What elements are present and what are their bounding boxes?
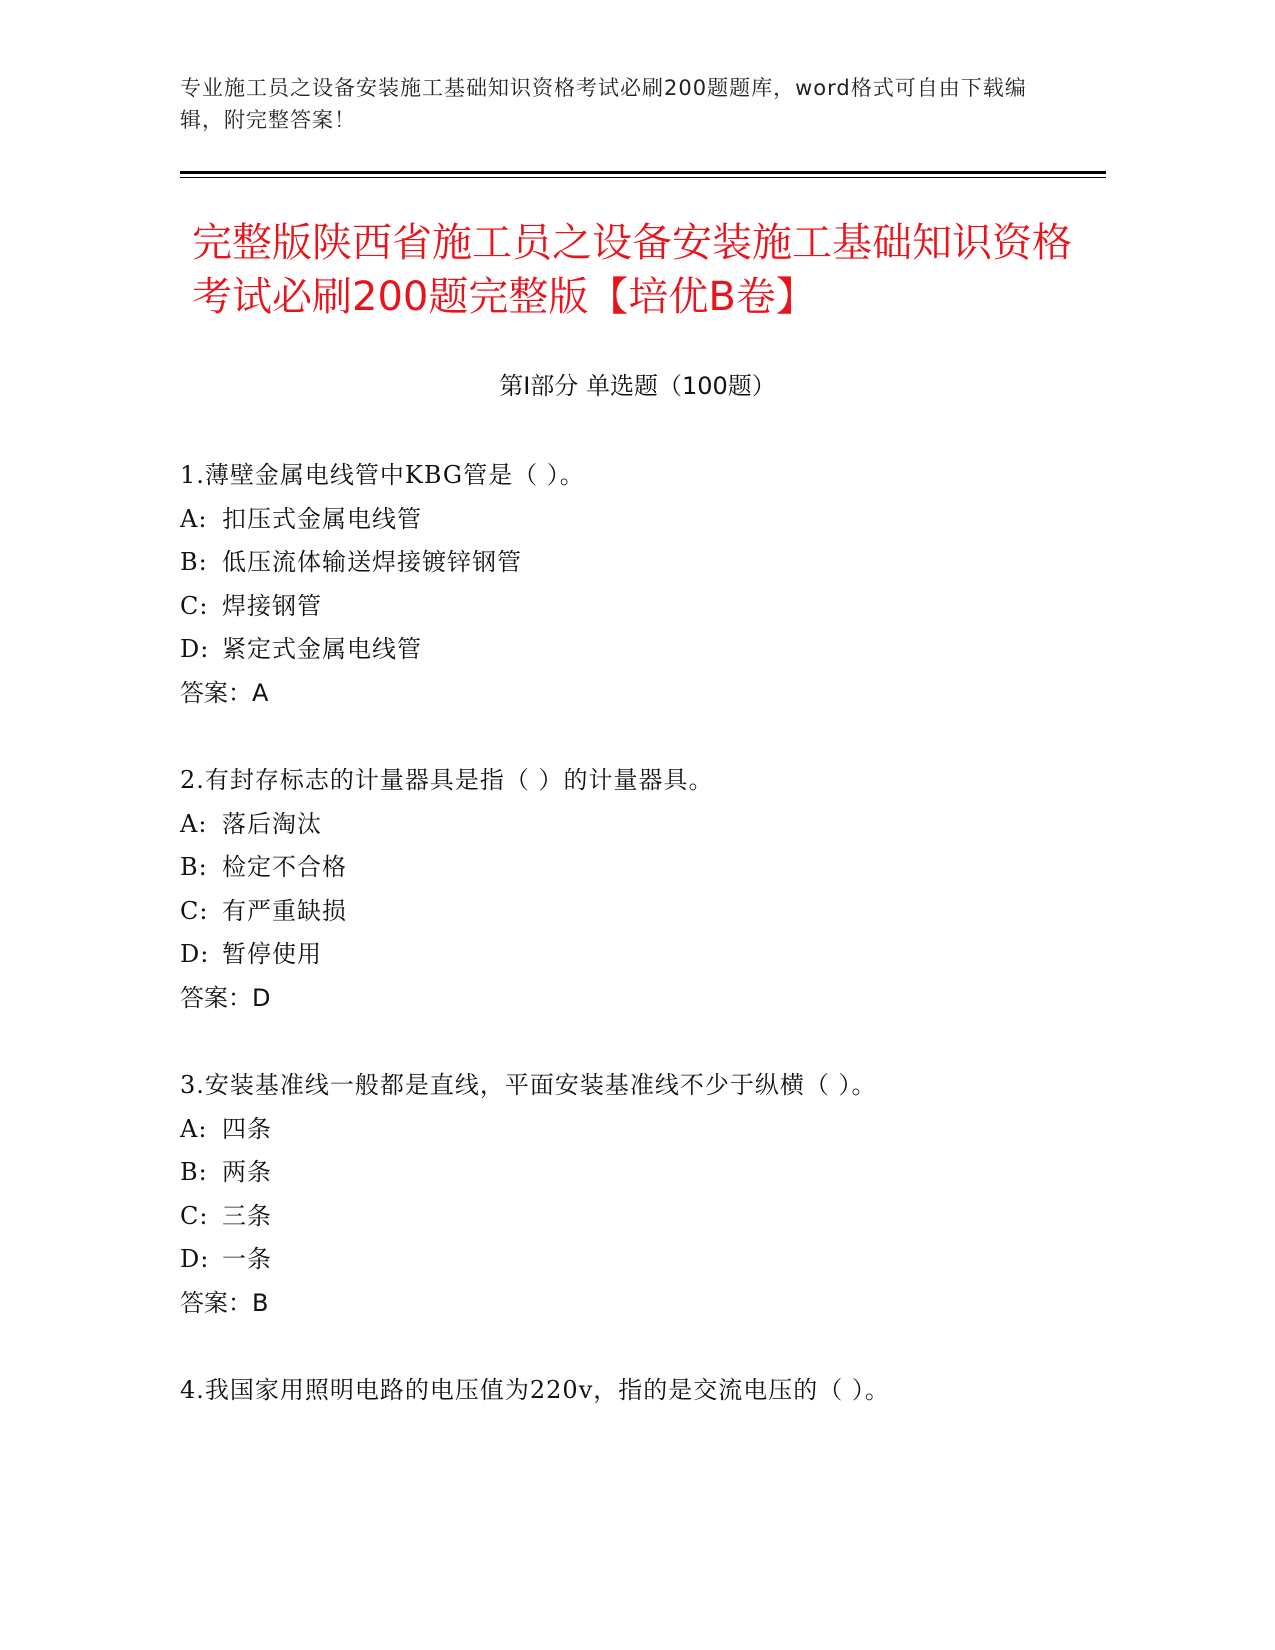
option-text: 低压流体输送焊接镀锌钢管 xyxy=(222,548,522,577)
option-letter: B: xyxy=(180,1158,208,1187)
question-2 xyxy=(180,759,1080,1021)
option-text: 紧定式金属电线管 xyxy=(222,635,422,664)
option-letter: A: xyxy=(180,1114,208,1143)
option-letter: B: xyxy=(180,853,208,882)
question-stem: 2.有封存标志的计量器具是指（ ）的计量器具。 xyxy=(180,766,714,794)
option-text: 焊接钢管 xyxy=(222,591,322,620)
question-3 xyxy=(180,1064,1080,1326)
option-letter: C: xyxy=(180,896,209,925)
option-d xyxy=(180,1238,1080,1282)
option-d xyxy=(180,628,1080,672)
option-letter: D: xyxy=(180,635,210,664)
option-letter: C: xyxy=(180,1201,209,1230)
header-rule-thin xyxy=(180,177,1106,178)
option-b xyxy=(180,541,1080,585)
option-text: 检定不合格 xyxy=(222,853,347,882)
option-c xyxy=(180,585,1080,629)
option-text: 落后淘汰 xyxy=(222,809,322,838)
question-1 xyxy=(180,454,1080,716)
option-c xyxy=(180,1195,1080,1239)
answer-line: 答案：A xyxy=(180,678,269,707)
option-text: 一条 xyxy=(222,1245,272,1274)
option-letter: C: xyxy=(180,591,209,620)
header-note: 专业施工员之设备安装施工基础知识资格考试必刷200题题库，word格式可自由下载编辑，附完整答案！ xyxy=(180,76,1027,132)
option-text: 三条 xyxy=(222,1201,272,1230)
option-letter: D: xyxy=(180,940,210,969)
option-text: 扣压式金属电线管 xyxy=(222,504,422,533)
option-text: 两条 xyxy=(222,1158,272,1187)
option-a xyxy=(180,498,1080,542)
option-b xyxy=(180,846,1080,890)
option-text: 有严重缺损 xyxy=(222,896,347,925)
header-rule-thick xyxy=(180,171,1106,174)
option-b xyxy=(180,1151,1080,1195)
option-text: 暂停使用 xyxy=(222,940,322,969)
option-text: 四条 xyxy=(222,1114,272,1143)
answer-line: 答案：D xyxy=(180,983,271,1012)
section-title: 第I部分 单选题（100题） xyxy=(499,372,776,400)
option-letter: A: xyxy=(180,504,208,533)
option-letter: D: xyxy=(180,1245,210,1274)
option-letter: B: xyxy=(180,548,208,577)
option-d xyxy=(180,933,1080,977)
question-stem: 1.薄壁金属电线管中KBG管是（ ）。 xyxy=(180,461,585,489)
document-title: 完整版陕西省施工员之设备安装施工基础知识资格考试必刷200题完整版【培优B卷】 xyxy=(192,220,1072,320)
option-a xyxy=(180,1108,1080,1152)
question-stem: 3.安装基准线一般都是直线，平面安装基准线不少于纵横（ ）。 xyxy=(180,1071,877,1099)
option-a xyxy=(180,803,1080,847)
option-c xyxy=(180,890,1080,934)
question-stem: 4.我国家用照明电路的电压值为220v，指的是交流电压的（ ）。 xyxy=(180,1376,890,1404)
question-4 xyxy=(180,1369,1080,1413)
answer-line: 答案：B xyxy=(180,1288,269,1317)
option-letter: A: xyxy=(180,809,208,838)
